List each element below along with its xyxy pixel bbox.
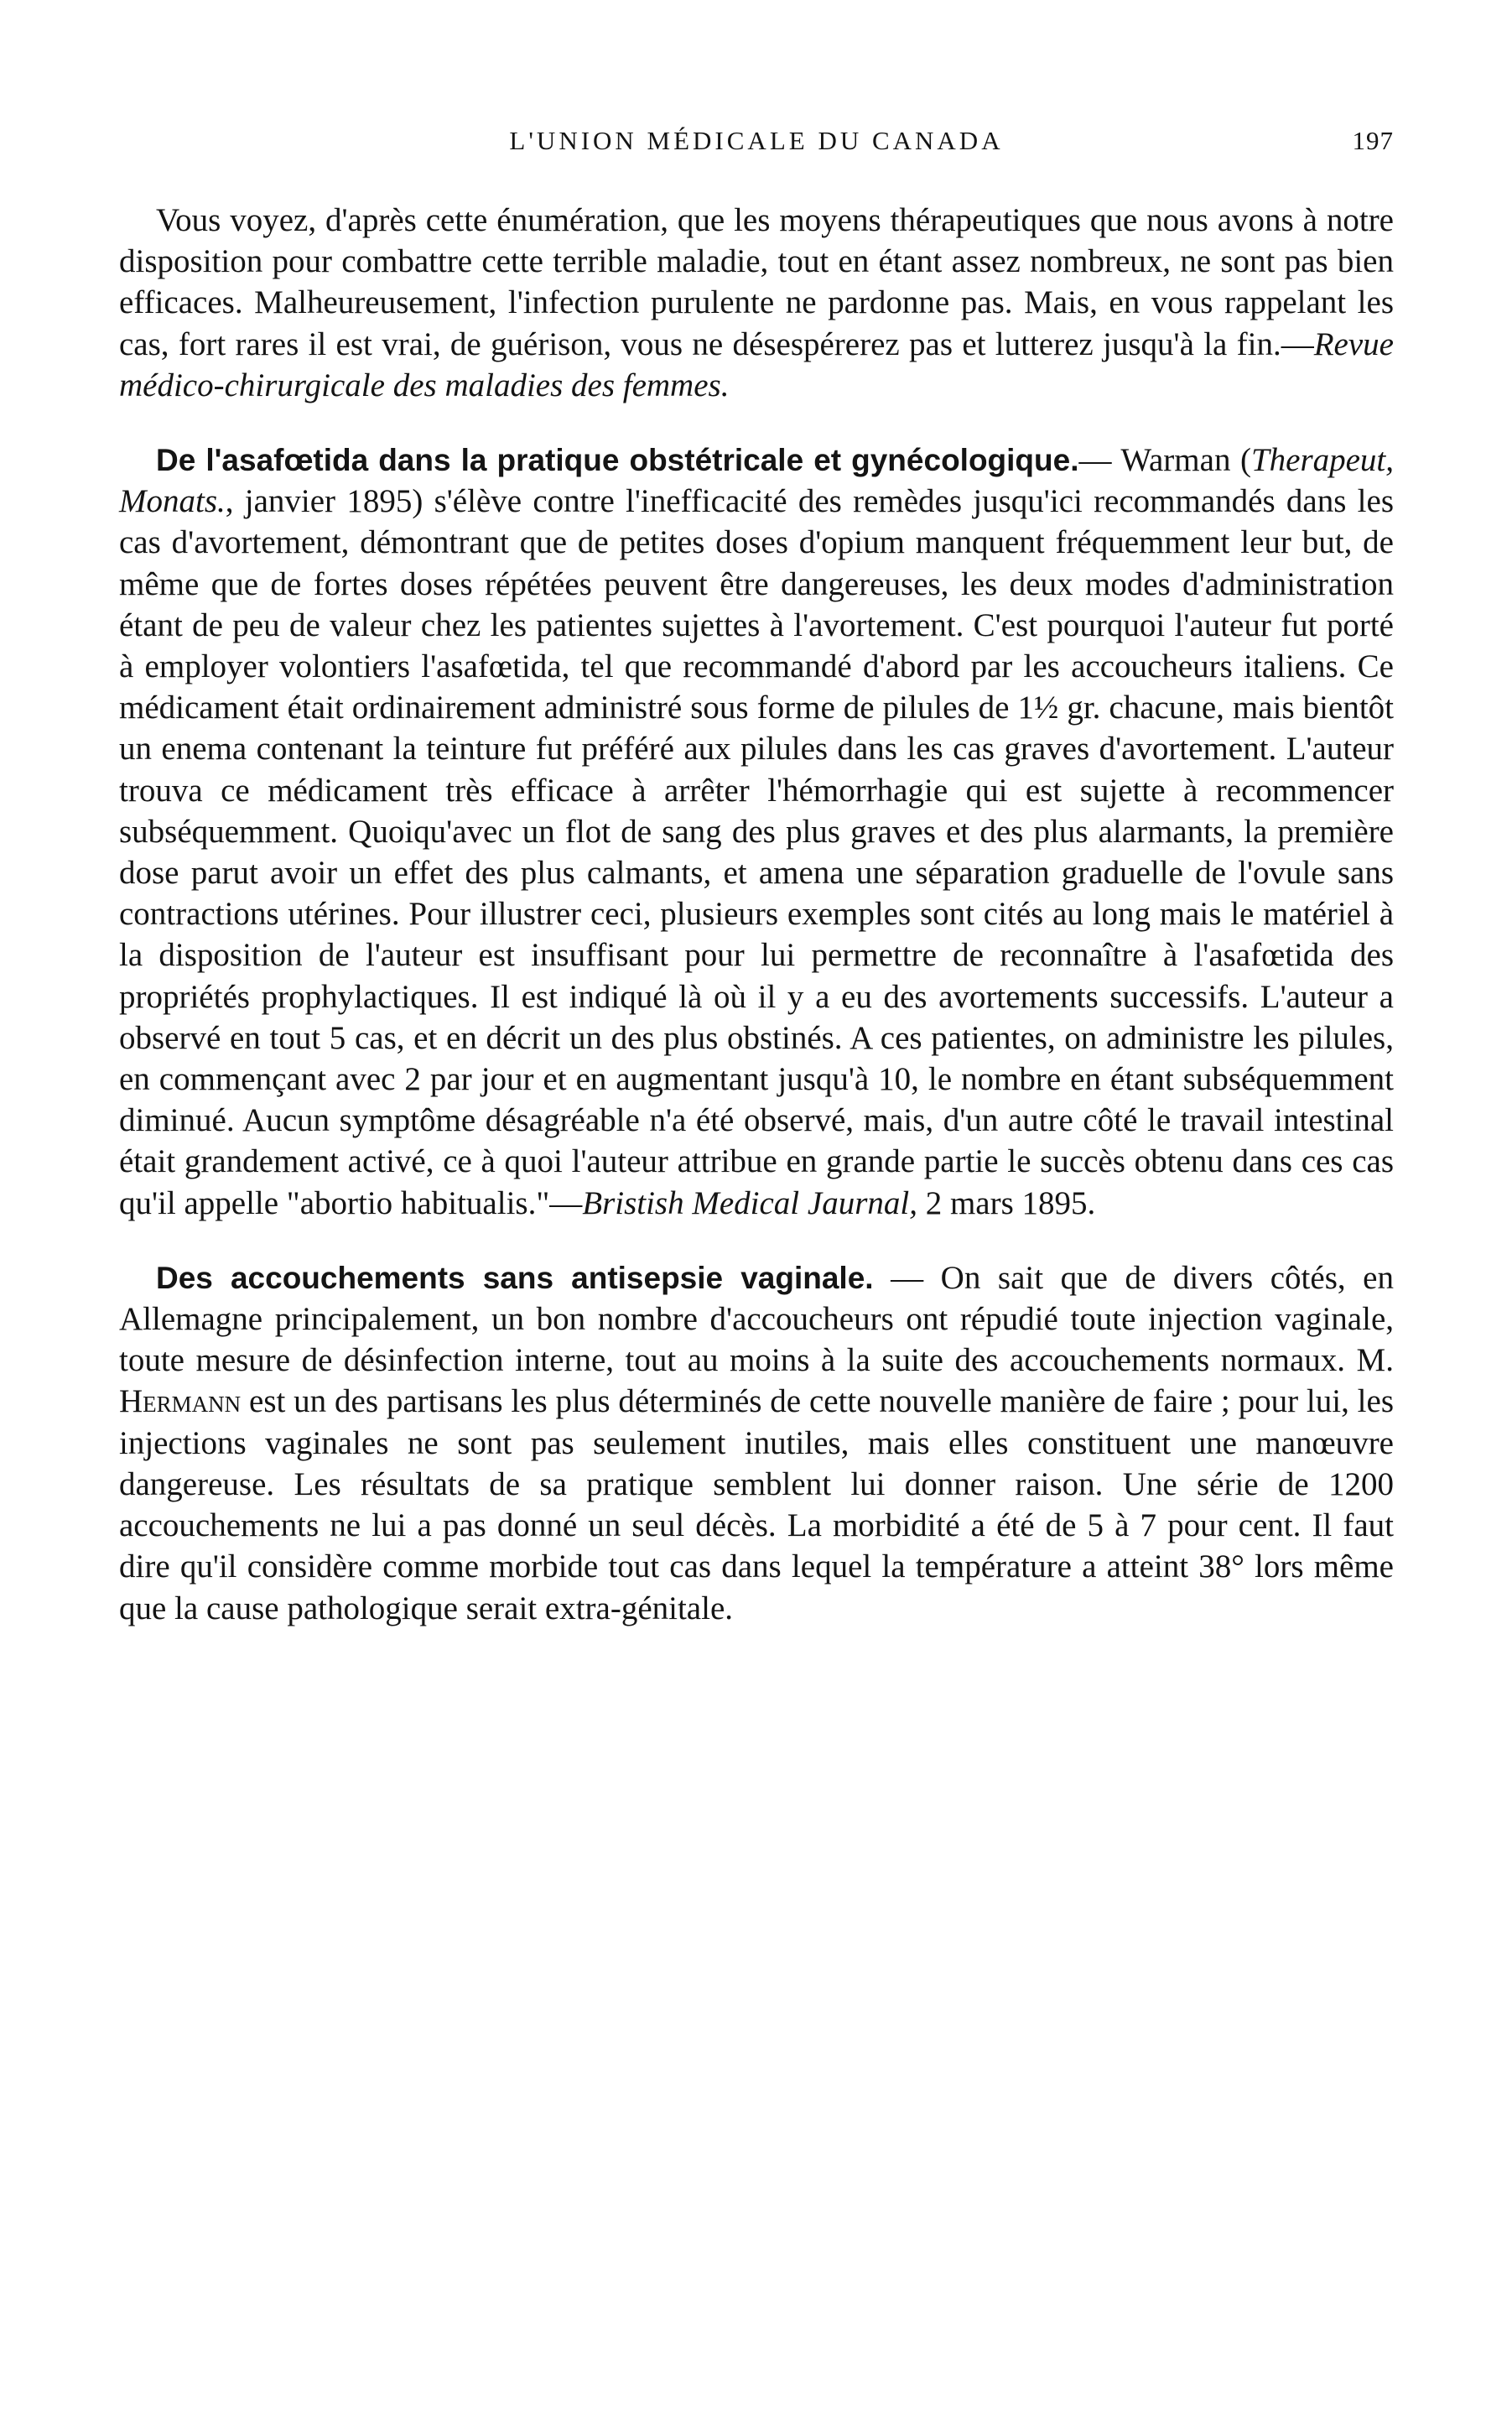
- paragraph-body: Vous voyez, d'après cette énumération, que les moyens thérapeutiques que nous avons à notre disposition pour combattre cette terrible maladie, tout en étant assez nombreux, ne sont pas bien efficaces. Malheureusement, l'infection purulente ne pardonne pas. Mais, en vous rappelant les cas, fort rares il est vrai, de guérison, vous ne désespérerez pas et lutterez jusqu'à la fin.—: [119, 202, 1394, 362]
- article-heading: Des accouchements sans antisepsie vaginale.: [156, 1260, 874, 1295]
- paragraph-body: , janvier 1895) s'élève contre l'inefficacité des remèdes jusqu'ici recommandés dans les cas d'avortement, démontrant que de petites doses d'opium manquent fréquemment leur but, de même que de fortes doses répétées peuvent être dangereuses, les deux modes d'administration étant de peu de valeur chez les patientes sujettes à l'avortement. C'est pourquoi l'auteur fut porté à employer volontiers l'asafœtida, tel que recommandé d'abord par les accoucheurs italiens. Ce médicament était ordinairement administré sous forme de pilules de 1½ gr. chacune, mais bientôt un enema contenant la teinture fut préféré aux pilules dans les cas graves d'avortement. L'auteur trouva ce médicament très efficace à arrêter l'hémorrhagie qui est sujette à recommencer subséquemment. Quoiqu'avec un flot de sang des plus graves et des plus alarmants, la première dose parut avoir un effet des plus calmants, et amena une séparation graduelle de l'ovule sans contractions utérines. Pour illustrer ceci, plusieurs exemples sont cités au long mais le matériel à la disposition de l'auteur est insuffisant pour lui permettre de reconnaître à l'asafœtida des propriétés prophylactiques. Il est indiqué là où il y a eu des avortements successifs. L'auteur a observé en tout 5 cas, et en décrit un des plus obstinés. A ces patientes, on administre les pilules, en commençant avec 2 par jour et en augmentant jusqu'à 10, le nombre en étant subséquemment diminué. Aucun symptôme désagréable n'a été observé, mais, d'un autre côté le travail intestinal était grandement activé, ce à quoi l'auteur attribue en grande partie le succès obtenu dans ces cas qu'il appelle "abortio habitualis."—: [119, 483, 1394, 1221]
- heading-dash: —: [1078, 442, 1121, 479]
- paragraph-asafoetida: [119, 440, 1394, 1224]
- page-number: 197: [1352, 126, 1394, 155]
- journal-page: [119, 126, 1394, 1629]
- paragraph-therapeutics: [119, 200, 1394, 406]
- source-citation: Bristish Medical Jaurnal,: [582, 1184, 917, 1221]
- paragraph-accouchements: [119, 1257, 1394, 1629]
- paragraph-body: — On sait que de divers côtés, en Allemagne principalement, un bon nombre d'accoucheurs ont répudié toute injection vaginale, toute mesure de désinfection interne, tout au moins à la suite des accouchements normaux. M.: [119, 1259, 1394, 1379]
- author-name: Warman (: [1120, 442, 1251, 479]
- source-citation: Revue médico-chirurgicale des maladies des femmes.: [119, 325, 1394, 403]
- running-head: [119, 126, 1394, 176]
- article-heading: De l'asafœtida dans la pratique obstétricale et gynécologique.: [156, 443, 1079, 478]
- journal-reference: Therapeut, Monats.: [119, 442, 1395, 520]
- running-head-title: L'UNION MÉDICALE DU CANADA: [509, 126, 1004, 155]
- person-name: Hermann: [119, 1383, 242, 1420]
- paragraph-body: est un des partisans les plus déterminés de cette nouvelle manière de faire ; pour lui, les injections vaginales ne sont pas seulement inutiles, mais elles constituent une manœuvre dangereuse. Les résultats de sa pratique semblent lui donner raison. Une série de 1200 accouchements ne lui a pas donné un seul décès. La morbidité a été de 5 à 7 pour cent. Il faut dire qu'il considère comme morbide tout cas dans lequel la température a atteint 38° lors même que la cause pathologique serait extra-génitale.: [119, 1383, 1394, 1626]
- citation-date: 2 mars 1895.: [917, 1184, 1096, 1221]
